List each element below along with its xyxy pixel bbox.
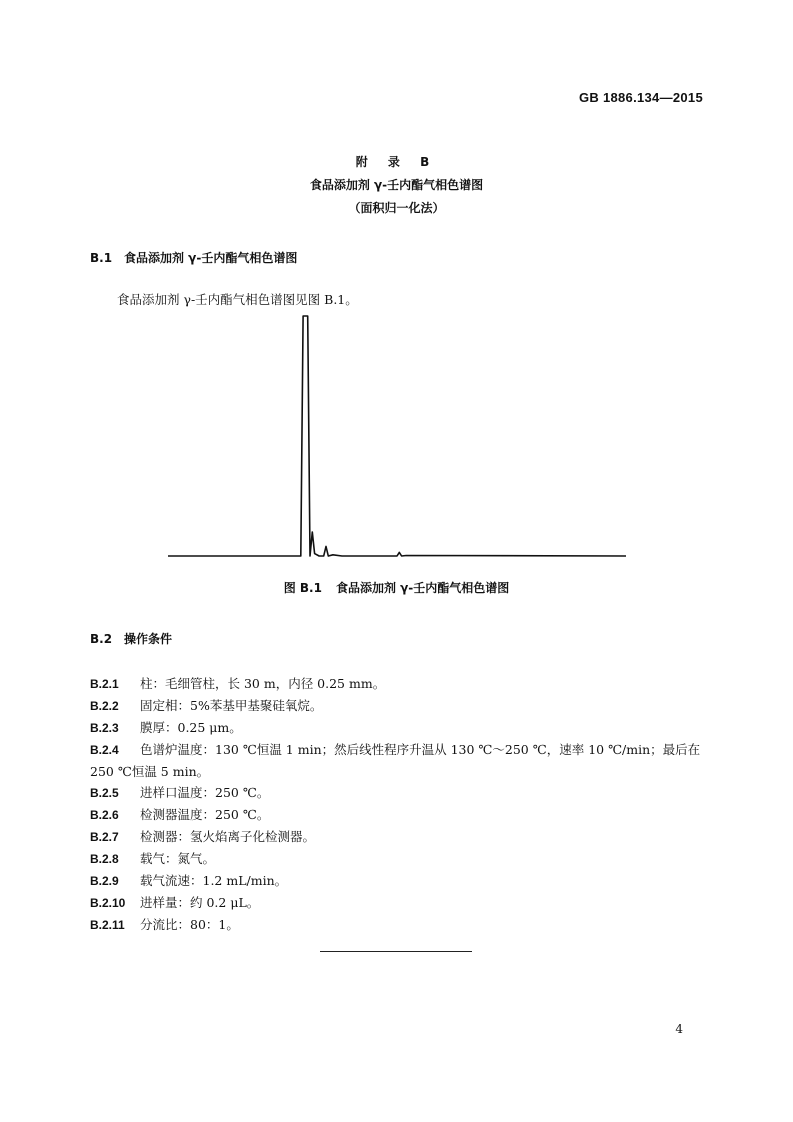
list-item [90,914,710,936]
item-text: 检测器温度：250 ℃。 [140,807,270,822]
page-number: 4 [675,1022,683,1036]
figure-reference-paragraph: 食品添加剂 γ-壬内酯气相色谱图见图 B.1。 [117,292,358,307]
figure-caption [0,579,793,596]
item-number: B.2.7 [90,830,119,844]
list-item [90,695,710,717]
operating-conditions-list [90,673,710,936]
chromatogram-trace [168,316,626,556]
standard-number: GB 1886.134—2015 [578,90,703,105]
appendix-subtitle: （面积归一化法） [348,201,445,215]
item-number: B.2.10 [90,896,126,910]
item-text: 分流比：80：1。 [140,917,239,932]
item-text: 固定相：5%苯基甲基聚硅氧烷。 [140,698,323,713]
appendix-main-title: 食品添加剂 γ-壬内酯气相色谱图 [309,178,484,192]
list-item [90,739,710,761]
figure-number: 图 B.1 [283,581,322,595]
appendix-label: 附 录 B [355,155,438,169]
list-item [90,826,710,848]
item-text: 进样量：约 0.2 μL。 [140,895,260,910]
list-item [90,848,710,870]
figure-caption-text: 食品添加剂 γ-壬内酯气相色谱图 [335,581,510,595]
item-number: B.2.9 [90,874,119,888]
item-text: 膜厚：0.25 μm。 [140,720,242,735]
item-number: B.2.4 [90,743,119,757]
chromatogram-chart [160,310,630,565]
section-b1-heading [90,249,297,266]
item-text: 250 ℃恒温 5 min。 [90,764,210,779]
list-item [90,892,710,914]
list-item-continuation [90,761,710,782]
item-text: 检测器：氢火焰离子化检测器。 [140,829,316,844]
section-b1-title: 食品添加剂 γ-壬内酯气相色谱图 [124,251,298,265]
list-item [90,673,710,695]
item-number: B.2.3 [90,721,119,735]
list-item [90,804,710,826]
section-b1-number: B.1 [90,251,113,265]
item-text: 进样口温度：250 ℃。 [140,785,270,800]
item-text: 色谱炉温度：130 ℃恒温 1 min；然后线性程序升温从 130 ℃～250 ℃，速率 10 ℃/min；最后在 [140,742,701,757]
section-b2-heading [90,630,172,647]
list-item [90,870,710,892]
item-number: B.2.5 [90,786,119,800]
item-text: 载气：氮气。 [140,851,216,866]
list-item [90,717,710,739]
list-item [90,782,710,804]
item-number: B.2.11 [90,918,125,932]
section-b2-title: 操作条件 [124,632,173,646]
item-number: B.2.6 [90,808,119,822]
appendix-title-block [0,151,793,220]
end-rule [320,951,472,952]
item-number: B.2.1 [90,677,119,691]
item-text: 柱：毛细管柱，长 30 m，内径 0.25 mm。 [140,676,386,691]
section-b2-number: B.2 [90,632,113,646]
item-text: 载气流速：1.2 mL/min。 [140,873,288,888]
item-number: B.2.2 [90,699,119,713]
item-number: B.2.8 [90,852,119,866]
